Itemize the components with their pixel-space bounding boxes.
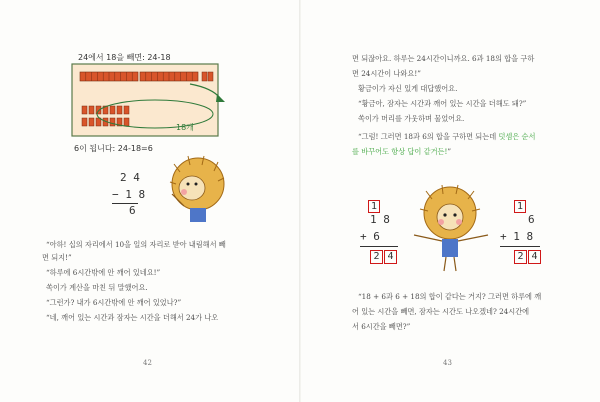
- right-paragraph-line-1: 면 되잖아요. 하루는 24시간이니까요. 6과 18의 합을 구하: [352, 54, 535, 63]
- result-ones-right: 4: [528, 250, 541, 264]
- addition-left-top: 1 8: [370, 213, 390, 226]
- right-paragraph-line-4: “황금아, 잠자는 시간과 깨어 있는 시간을 더해도 돼?”: [358, 99, 527, 108]
- subtraction-top: 2 4: [120, 171, 140, 184]
- carry-box-right: 1: [514, 200, 526, 213]
- highlight-close-quote: ”: [447, 147, 452, 156]
- right-paragraph-line-2: 면 24시간이 나와요!”: [352, 69, 421, 78]
- hedgehog-illustration: [160, 150, 232, 228]
- left-paragraph-line-3: “하루에 6시간밖에 안 깨어 있네요!”: [46, 268, 161, 277]
- arrow-head: [216, 94, 225, 102]
- addition-right-bottom: + 1 8: [500, 230, 534, 243]
- right-paragraph-line-6: [358, 132, 535, 141]
- result-tens-left: 2: [370, 250, 383, 264]
- right-page: [300, 0, 600, 402]
- highlight-lead: “그럼! 그러면 18과 6의 합을 구하면 되는데: [358, 132, 499, 141]
- right-paragraph-line-7: [352, 147, 451, 156]
- left-paragraph-line-2: 면 되지!”: [42, 253, 72, 262]
- result-tens-right: 2: [514, 250, 527, 264]
- right-bottom-line-1: “18 + 6과 6 + 18의 합이 같다는 거지? 그러면 하루에 깨: [358, 292, 542, 301]
- addition-left-bottom: + 6: [360, 230, 380, 243]
- highlight-text-1: 덧셈은 순서: [498, 132, 536, 141]
- subtraction-bottom: − 1 8: [112, 188, 146, 201]
- right-paragraph-line-5: 쏙이가 머리를 가웃하며 물었어요.: [358, 114, 465, 123]
- left-paragraph-line-6: “네, 깨어 있는 시간과 잠자는 시간을 더해서 24가 나오: [46, 313, 219, 322]
- calc-rule-right: [500, 246, 540, 247]
- brick-diagram: [70, 62, 230, 140]
- carry-box-left: 1: [368, 200, 380, 213]
- addition-right-top: 6: [528, 213, 535, 226]
- left-paragraph-line-4: 쏙이가 계산을 마친 뒤 말했어요.: [46, 283, 148, 292]
- diagram-result: 6이 됩니다: 24-18=6: [74, 144, 153, 153]
- left-paragraph-line-5: “그런가? 내가 6시간밖에 안 깨어 있었나?”: [46, 298, 182, 307]
- highlight-text-2: 를 바꾸어도 항상 답이 같거든!: [352, 147, 448, 156]
- hedgehog-illustration-right: [410, 183, 492, 273]
- ten-bar-2: [140, 72, 198, 81]
- page-number-left: 42: [143, 359, 152, 367]
- right-bottom-line-3: 서 6시간을 빼면?”: [352, 322, 411, 331]
- subtraction-result: 6: [129, 204, 136, 217]
- left-paragraph-line-1: “아하! 십의 자리에서 10을 일의 자리로 받아 내림해서 빼: [46, 240, 226, 249]
- right-paragraph-line-3: 황금이가 자신 있게 대답했어요.: [358, 84, 458, 93]
- diagram-count: 18개: [176, 123, 194, 132]
- diagram-title: 24에서 18을 빼면: 24-18: [78, 53, 171, 62]
- result-ones-left: 4: [384, 250, 397, 264]
- right-bottom-line-2: 어 있는 시간을 빼면, 잠자는 시간도 나오겠네? 24시간에: [352, 307, 530, 316]
- page-number-right: 43: [443, 359, 452, 367]
- ten-bar-1: [80, 72, 138, 81]
- calc-rule-left: [360, 246, 398, 247]
